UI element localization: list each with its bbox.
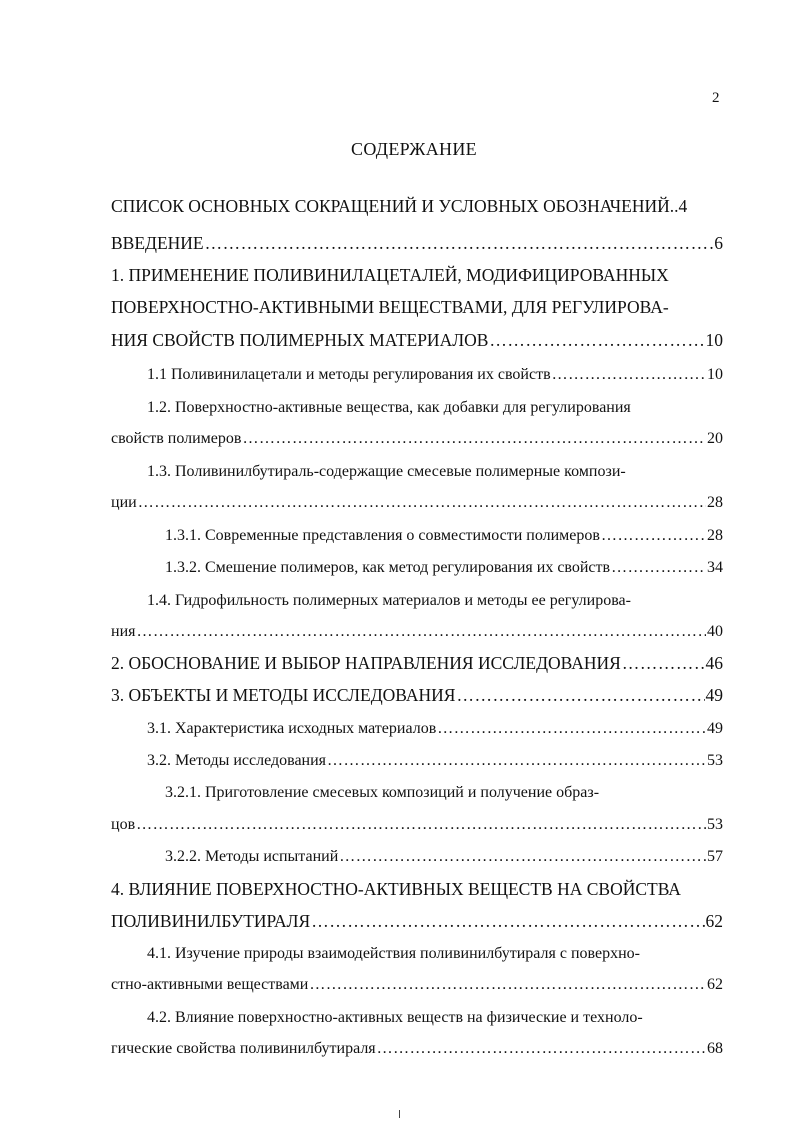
toc-entry-chapter-2[interactable]: 2. ОБОСНОВАНИЕ И ВЫБОР НАПРАВЛЕНИЯ ИССЛЕДОВАНИЯ …………………………………………………………………………………………………………………………………………………………… 46 xyxy=(111,653,723,674)
toc-entry-introduction[interactable]: ВВЕДЕНИЕ …………………………………………………………………………………………………………………………………………………………… 6 xyxy=(111,233,723,254)
toc-entry-chapter-3[interactable]: 3. ОБЪЕКТЫ И МЕТОДЫ ИССЛЕДОВАНИЯ …………………………………………………………………………………………………………………………………………………………… 49 xyxy=(111,685,723,706)
toc-entry-3-2[interactable]: 3.2. Методы исследования …………………………………………………………………………………………………………………………………………………………… 53 xyxy=(147,752,723,770)
toc-entry-1-3-1[interactable]: 1.3.1. Современные представления о совместимости полимеров …………………………………………………………………………………………………………………………………………………………… 28 xyxy=(165,527,723,545)
page-number: 2 xyxy=(712,90,720,106)
scan-mark xyxy=(399,1110,400,1118)
toc-title: СОДЕРЖАНИЕ xyxy=(351,139,477,159)
toc-entry-3-1[interactable]: 3.1. Характеристика исходных материалов …………………………………………………………………………………………………………………………………………………………… 49 xyxy=(147,720,723,738)
toc-entry-1-1[interactable]: 1.1 Поливинилацетали и методы регулирования их свойств …………………………………………………………………………………………………………………………………………………………… 10 xyxy=(147,366,723,384)
toc-entry-1-3-2[interactable]: 1.3.2. Смешение полимеров, как метод регулирования их свойств …………………………………………………………………………………………………………………………………………………………… 34 xyxy=(165,559,723,577)
toc-entry-abbreviations[interactable]: СПИСОК ОСНОВНЫХ СОКРАЩЕНИЙ И УСЛОВНЫХ ОБОЗНАЧЕНИЙ.. 4 xyxy=(111,196,688,216)
toc-entry-3-2-2[interactable]: 3.2.2. Методы испытаний …………………………………………………………………………………………………………………………………………………………… 57 xyxy=(165,848,723,866)
document-page: 2 СОДЕРЖАНИЕ СПИСОК ОСНОВНЫХ СОКРАЩЕНИЙ И УСЛОВНЫХ ОБОЗНАЧЕНИЙ.. 4 ВВЕДЕНИЕ …………………………………………………………………………………………………………………………………………………………… 6 1. ПРИМЕНЕНИЕ ПОЛИВИНИЛАЦЕТАЛЕЙ, МОДИФИЦИРОВАННЫХ ПОВЕРХНОСТНО-АКТИВНЫМИ ВЕЩЕСТВАМИ, ДЛЯ РЕГУЛИРОВА- НИЯ СВОЙСТВ ПОЛИМЕРНЫХ МАТЕРИАЛОВ …………………………………………………………………………………………………………………………………………………………… 10 1.1 Поливинилацетали и методы регулирования их свойств …………………………………………………………………………………………………………………………………………………………… 10 1.2. Поверхностно-активные вещества, как добавки для регулирования свойств полимеров …………………………………………………………………………………………………………………………………………………………… 20 1.3. Поливинилбутираль-содержащие смесевые полимерные компози- ции …………………………………………………………………………………………………………………………………………………………… 28 1.3.1. Современные представления о совместимости полимеров …………………………………………………………………………………………………………………………………………………………… 28 1.3.2. Смешение полимеров, как метод регулирования их свойств …………………………………………………………………………………………………………………………………………………………… 34 1.4. Гидрофильность полимерных материалов и методы ее регулирова- ния …………………………………………………………………………………………………………………………………………………………… 40 2. ОБОСНОВАНИЕ И ВЫБОР НАПРАВЛЕНИЯ ИССЛЕДОВАНИЯ …………………………………………………………………………………………………………………………………………………………… 46 3. ОБЪЕКТЫ И МЕТОДЫ ИССЛЕДОВАНИЯ …………………………………………………………………………………………………………………………………………………………… 49 3.1. Характеристика исходных материалов …………………………………………………………………………………………………………………………………………………………… 49 3.2. Методы исследования …………………………………………………………………………………………………………………………………………………………… 53 3.2.1. Приготовление смесевых композиций и получение образ- цов …………………………………………………………………………………………………………………………………………………………… 53 3.2.2. Методы испытаний …………………………………………………………………………………………………………………………………………………………… 57 4. ВЛИЯНИЕ ПОВЕРХНОСТНО-АКТИВНЫХ ВЕЩЕСТВ НА СВОЙСТВА ПОЛИВИНИЛБУТИРАЛЯ …………………………………………………………………………………………………………………………………………………………… 62 4.1. Изучение природы взаимодействия поливинилбутираля с поверхно- стно-активными веществами …………………………………………………………………………………………………………………………………………………………… 62 4.2. Влияние поверхностно-активных веществ на физические и техноло- гические свойства поливинилбутираля …………………………………………………………………………………………………………………………………………………………… 68 xyxy=(0,0,793,1122)
